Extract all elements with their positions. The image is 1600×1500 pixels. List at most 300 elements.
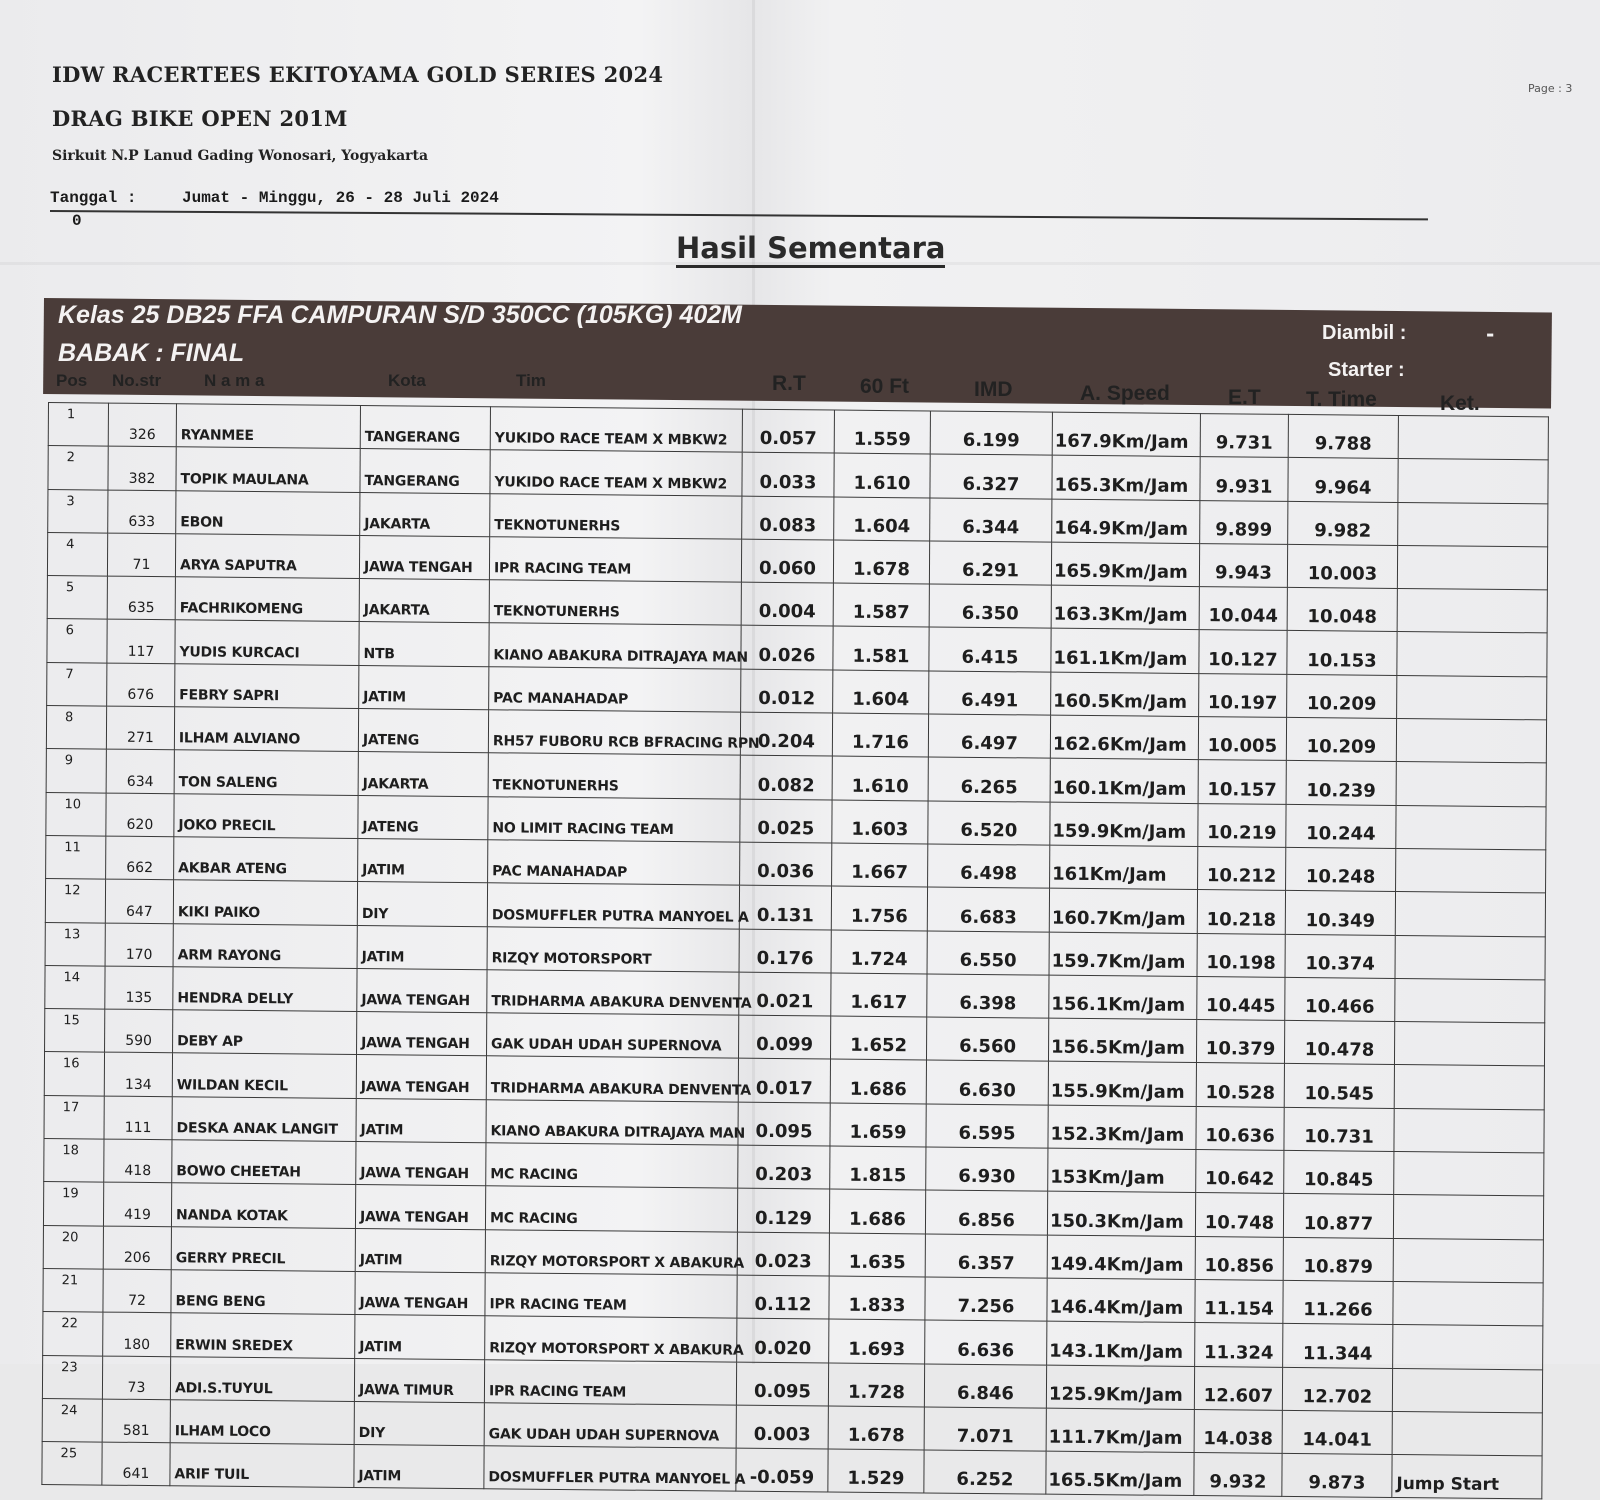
date-label: Tanggal : [50, 189, 137, 207]
cell-kota: TANGERANG [360, 449, 490, 494]
cell-rt: 0.095 [736, 1362, 828, 1406]
cell-imd: 6.357 [925, 1234, 1047, 1278]
cell-no: 382 [108, 446, 176, 490]
cell-ket [1393, 1238, 1543, 1283]
cell-spd: 156.1Km/Jam [1049, 975, 1197, 1020]
cell-tim: TRIDHARMA ABAKURA DENVENTA [486, 1056, 738, 1102]
cell-imd: 6.856 [925, 1190, 1047, 1234]
cell-spd: 160.5Km/Jam [1051, 672, 1199, 717]
cell-spd: 160.1Km/Jam [1050, 759, 1198, 804]
cell-pos: 18 [44, 1139, 104, 1183]
cell-et: 10.044 [1199, 587, 1287, 631]
cell-rt: -0.059 [736, 1448, 828, 1492]
cell-pos: 24 [42, 1398, 102, 1442]
cell-kota: JAWA TENGAH [357, 968, 487, 1013]
results-body [42, 403, 1549, 1500]
cell-ft: 1.603 [832, 800, 928, 844]
cell-no: 72 [103, 1269, 171, 1313]
cell-tt: 12.702 [1282, 1367, 1392, 1411]
cell-tim: IPR RACING TEAM [485, 1273, 737, 1319]
cell-tt: 10.048 [1287, 588, 1397, 632]
cell-tim: PAC MANAHADAP [488, 840, 740, 886]
cell-et: 10.748 [1195, 1193, 1283, 1237]
cell-et: 9.899 [1200, 500, 1288, 544]
header-zero: 0 [72, 212, 82, 230]
cell-ket [1392, 1368, 1542, 1413]
cell-rt: 0.020 [737, 1318, 829, 1362]
cell-rt: 0.023 [737, 1232, 829, 1276]
event-subtitle: DRAG BIKE OPEN 201M [52, 106, 348, 131]
cell-tt: 10.209 [1287, 674, 1397, 718]
cell-ket [1398, 459, 1548, 504]
cell-imd: 6.636 [925, 1320, 1047, 1364]
cell-tt: 10.244 [1286, 804, 1396, 848]
cell-et: 10.157 [1198, 760, 1286, 804]
cell-no: 581 [102, 1399, 170, 1443]
cell-ket [1393, 1281, 1543, 1326]
class-name: Kelas 25 DB25 FFA CAMPURAN S/D 350CC (105KG) 402M [58, 301, 743, 329]
cell-no: 418 [104, 1139, 172, 1183]
cell-nama: ERWIN SREDEX [171, 1313, 355, 1358]
cell-no: 633 [108, 490, 176, 534]
page-number: Page : 3 [1528, 82, 1573, 95]
cell-nama: DESKA ANAK LANGIT [172, 1096, 356, 1141]
column-header: Tim [516, 371, 546, 390]
cell-et: 10.219 [1198, 803, 1286, 847]
cell-tim: KIANO ABAKURA DITRAJAYA MAN [489, 623, 741, 669]
cell-kota: JATIM [354, 1445, 484, 1490]
cell-et: 10.005 [1198, 717, 1286, 761]
cell-ft: 1.686 [829, 1189, 925, 1233]
cell-imd: 6.520 [928, 801, 1050, 845]
cell-spd: 149.4Km/Jam [1047, 1235, 1195, 1280]
cell-no: 620 [106, 793, 174, 837]
cell-spd: 152.3Km/Jam [1048, 1105, 1196, 1150]
cell-tim: RIZQY MOTORSPORT X ABAKURA [485, 1316, 737, 1362]
header-divider [50, 210, 1428, 220]
cell-ket [1397, 632, 1547, 677]
cell-nama: KIKI PAIKO [173, 880, 357, 925]
cell-ket [1398, 415, 1548, 460]
cell-tt: 10.209 [1286, 717, 1396, 761]
cell-ft: 1.815 [830, 1146, 926, 1190]
cell-ket [1396, 762, 1546, 807]
cell-nama: TOPIK MAULANA [176, 447, 360, 492]
cell-spd: 146.4Km/Jam [1047, 1278, 1195, 1323]
cell-ket [1398, 502, 1548, 547]
cell-no: 73 [102, 1356, 170, 1400]
cell-rt: 0.026 [741, 626, 833, 670]
cell-et: 11.324 [1195, 1323, 1283, 1367]
cell-et: 10.379 [1196, 1020, 1284, 1064]
cell-et: 9.932 [1194, 1453, 1282, 1497]
cell-kota: JAWA TIMUR [354, 1358, 484, 1403]
cell-no: 170 [105, 923, 173, 967]
cell-imd: 6.291 [929, 541, 1051, 585]
cell-nama: HENDRA DELLY [173, 967, 357, 1012]
cell-rt: 0.112 [737, 1275, 829, 1319]
cell-imd: 6.415 [929, 627, 1051, 671]
cell-imd: 6.846 [924, 1363, 1046, 1407]
cell-imd: 6.327 [930, 454, 1052, 498]
cell-nama: EBON [176, 490, 360, 535]
cell-tim: GAK UDAH UDAH SUPERNOVA [484, 1403, 736, 1449]
column-header: No.str [112, 371, 162, 390]
cell-ft: 1.693 [829, 1319, 925, 1363]
cell-no: 117 [107, 620, 175, 664]
cell-imd: 6.550 [927, 931, 1049, 975]
cell-ket [1397, 589, 1547, 634]
cell-tt: 10.248 [1286, 847, 1396, 891]
cell-tt: 9.873 [1282, 1454, 1392, 1498]
cell-pos: 15 [45, 1009, 105, 1053]
cell-pos: 8 [46, 706, 106, 750]
cell-tim: TRIDHARMA ABAKURA DENVENTA [487, 970, 739, 1016]
cell-rt: 0.033 [742, 452, 834, 496]
cell-no: 326 [108, 403, 176, 447]
cell-spd: 167.9Km/Jam [1052, 412, 1200, 457]
cell-ft: 1.756 [831, 886, 927, 930]
cell-ket [1396, 805, 1546, 850]
cell-rt: 0.099 [738, 1015, 830, 1059]
cell-tim: IPR RACING TEAM [489, 537, 741, 583]
cell-spd: 111.7Km/Jam [1046, 1408, 1194, 1453]
cell-nama: TON SALENG [174, 750, 358, 795]
cell-tim: TEKNOTUNERHS [490, 493, 742, 539]
cell-tim: TEKNOTUNERHS [488, 753, 740, 799]
cell-ft: 1.716 [832, 713, 928, 757]
cell-tt: 10.003 [1287, 544, 1397, 588]
cell-pos: 25 [42, 1442, 102, 1486]
round-name: BABAK : FINAL [58, 339, 245, 367]
cell-nama: YUDIS KURCACI [175, 620, 359, 665]
cell-no: 662 [106, 836, 174, 880]
column-header: E.T [1228, 386, 1261, 409]
column-header: IMD [974, 378, 1013, 401]
cell-ft: 1.667 [832, 843, 928, 887]
cell-imd: 6.497 [928, 714, 1050, 758]
cell-pos: 11 [46, 835, 106, 879]
cell-spd: 155.9Km/Jam [1048, 1062, 1196, 1107]
cell-pos: 14 [45, 965, 105, 1009]
cell-ft: 1.686 [830, 1059, 926, 1103]
cell-imd: 6.199 [930, 411, 1052, 455]
cell-nama: BENG BENG [171, 1270, 355, 1315]
cell-nama: DEBY AP [173, 1010, 357, 1055]
cell-kota: JAWA TENGAH [356, 1055, 486, 1100]
cell-et: 10.528 [1196, 1063, 1284, 1107]
cell-et: 12.607 [1194, 1366, 1282, 1410]
cell-rt: 0.012 [741, 669, 833, 713]
cell-no: 590 [105, 1009, 173, 1053]
cell-pos: 22 [43, 1312, 103, 1356]
cell-rt: 0.083 [742, 496, 834, 540]
cell-spd: 150.3Km/Jam [1047, 1191, 1195, 1236]
cell-no: 271 [106, 706, 174, 750]
cell-spd: 163.3Km/Jam [1051, 585, 1199, 630]
cell-et: 10.198 [1197, 933, 1285, 977]
cell-kota: JAWA TENGAH [356, 1142, 486, 1187]
cell-ket: Jump Start [1392, 1455, 1542, 1500]
cell-et: 10.218 [1197, 890, 1285, 934]
cell-tt: 11.266 [1283, 1280, 1393, 1324]
cell-kota: JAWA TENGAH [357, 1012, 487, 1057]
cell-ft: 1.581 [833, 627, 929, 671]
cell-kota: DIY [357, 882, 487, 927]
cell-no: 134 [104, 1053, 172, 1097]
cell-imd: 6.252 [924, 1450, 1046, 1494]
cell-tt: 10.153 [1287, 631, 1397, 675]
cell-pos: 2 [48, 446, 108, 490]
column-header: T. Time [1306, 388, 1377, 411]
cell-et: 14.038 [1194, 1409, 1282, 1453]
cell-et: 9.943 [1199, 543, 1287, 587]
cell-spd: 161.1Km/Jam [1051, 629, 1199, 674]
cell-rt: 0.036 [740, 842, 832, 886]
cell-no: 634 [106, 749, 174, 793]
cell-imd: 6.498 [928, 844, 1050, 888]
cell-rt: 0.057 [742, 409, 834, 453]
cell-ket [1394, 1108, 1544, 1153]
column-header: A. Speed [1080, 382, 1170, 405]
cell-kota: JATIM [356, 1098, 486, 1143]
cell-ft: 1.617 [831, 973, 927, 1017]
cell-kota: JAWA TENGAH [359, 535, 489, 580]
cell-no: 635 [107, 576, 175, 620]
cell-pos: 4 [47, 532, 107, 576]
cell-tt: 10.845 [1284, 1150, 1394, 1194]
cell-rt: 0.025 [740, 799, 832, 843]
cell-nama: JOKO PRECIL [174, 793, 358, 838]
cell-ket [1393, 1325, 1543, 1370]
cell-nama: GERRY PRECIL [171, 1226, 355, 1271]
cell-pos: 13 [45, 922, 105, 966]
cell-rt: 0.129 [737, 1189, 829, 1233]
cell-nama: RYANMEE [176, 404, 360, 449]
cell-pos: 1 [48, 403, 108, 447]
cell-ket [1396, 719, 1546, 764]
cell-pos: 10 [46, 792, 106, 836]
cell-pos: 6 [47, 619, 107, 663]
cell-no: 180 [103, 1312, 171, 1356]
cell-spd: 162.6Km/Jam [1050, 715, 1198, 760]
column-header: Ket. [1440, 392, 1480, 415]
cell-kota: JATIM [357, 925, 487, 970]
cell-tim: IPR RACING TEAM [484, 1359, 736, 1405]
cell-ket [1397, 675, 1547, 720]
cell-rt: 0.095 [738, 1102, 830, 1146]
cell-tt: 11.344 [1283, 1324, 1393, 1368]
page-title: Hasil Sementara [676, 232, 945, 268]
cell-no: 111 [104, 1096, 172, 1140]
cell-ft: 1.728 [828, 1363, 924, 1407]
cell-tt: 9.964 [1288, 458, 1398, 502]
cell-imd: 6.265 [928, 757, 1050, 801]
cell-et: 10.636 [1196, 1106, 1284, 1150]
cell-rt: 0.003 [736, 1405, 828, 1449]
cell-et: 10.212 [1198, 847, 1286, 891]
cell-ft: 1.604 [834, 497, 930, 541]
cell-rt: 0.131 [739, 885, 831, 929]
cell-ft: 1.678 [833, 540, 929, 584]
cell-nama: FACHRIKOMENG [175, 577, 359, 622]
cell-rt: 0.204 [740, 712, 832, 756]
cell-nama: ARM RAYONG [173, 923, 357, 968]
cell-kota: JATENG [358, 709, 488, 754]
cell-tim: TEKNOTUNERHS [489, 580, 741, 626]
cell-tim: MC RACING [485, 1186, 737, 1232]
cell-ft: 1.833 [829, 1276, 925, 1320]
cell-et: 9.931 [1200, 457, 1288, 501]
cell-no: 641 [102, 1442, 170, 1486]
cell-nama: NANDA KOTAK [171, 1183, 355, 1228]
cell-tt: 10.374 [1285, 934, 1395, 978]
column-header: R.T [772, 372, 806, 395]
cell-tt: 9.788 [1288, 414, 1398, 458]
cell-ket [1396, 848, 1546, 893]
cell-pos: 12 [45, 879, 105, 923]
cell-tt: 10.731 [1284, 1107, 1394, 1151]
cell-no: 135 [105, 966, 173, 1010]
cell-ft: 1.587 [833, 583, 929, 627]
cell-et: 10.642 [1196, 1150, 1284, 1194]
starter-label: Starter : [1328, 359, 1405, 381]
cell-ket [1394, 1022, 1544, 1067]
cell-tt: 10.877 [1283, 1194, 1393, 1238]
cell-rt: 0.176 [739, 929, 831, 973]
cell-pos: 9 [46, 749, 106, 793]
cell-pos: 20 [43, 1225, 103, 1269]
cell-tim: GAK UDAH UDAH SUPERNOVA [487, 1013, 739, 1059]
cell-imd: 7.256 [925, 1277, 1047, 1321]
event-venue: Sirkuit N.P Lanud Gading Wonosari, Yogyakarta [52, 148, 429, 164]
cell-tt: 14.041 [1282, 1410, 1392, 1454]
cell-tim: NO LIMIT RACING TEAM [488, 796, 740, 842]
cell-kota: DIY [354, 1401, 484, 1446]
cell-spd: 165.5Km/Jam [1046, 1451, 1194, 1496]
cell-rt: 0.017 [738, 1059, 830, 1103]
cell-kota: TANGERANG [360, 405, 490, 450]
cell-rt: 0.082 [740, 756, 832, 800]
cell-tim: RIZQY MOTORSPORT [487, 926, 739, 972]
cell-pos: 5 [47, 576, 107, 620]
cell-tt: 10.349 [1285, 891, 1395, 935]
cell-kota: JAKARTA [358, 752, 488, 797]
cell-spd: 165.9Km/Jam [1051, 542, 1199, 587]
cell-kota: JAKARTA [359, 579, 489, 624]
column-header: 60 Ft [860, 375, 910, 398]
cell-ft: 1.652 [830, 1016, 926, 1060]
cell-ft: 1.610 [834, 453, 930, 497]
cell-pos: 16 [44, 1052, 104, 1096]
cell-ket [1395, 892, 1545, 937]
cell-kota: JAWA TENGAH [355, 1271, 485, 1316]
cell-ket [1392, 1411, 1542, 1456]
cell-spd: 159.7Km/Jam [1049, 932, 1197, 977]
cell-kota: JATENG [358, 795, 488, 840]
cell-ft: 1.604 [833, 670, 929, 714]
column-header: Pos [56, 371, 88, 390]
cell-ket [1395, 978, 1545, 1023]
results-table [41, 402, 1549, 1500]
cell-nama: ADI.S.TUYUL [170, 1356, 354, 1401]
cell-tim: KIANO ABAKURA DITRAJAYA MAN [486, 1099, 738, 1145]
cell-spd: 161Km/Jam [1050, 845, 1198, 890]
cell-no: 419 [103, 1182, 171, 1226]
cell-ket [1395, 935, 1545, 980]
cell-et: 10.856 [1195, 1236, 1283, 1280]
cell-imd: 6.344 [930, 498, 1052, 542]
cell-ket [1397, 545, 1547, 590]
cell-pos: 19 [43, 1182, 103, 1226]
cell-imd: 6.350 [929, 584, 1051, 628]
cell-rt: 0.004 [741, 582, 833, 626]
cell-spd: 159.9Km/Jam [1050, 802, 1198, 847]
cell-ft: 1.635 [829, 1233, 925, 1277]
event-title: IDW RACERTEES EKITOYAMA GOLD SERIES 2024 [52, 62, 664, 87]
cell-ft: 1.659 [830, 1103, 926, 1147]
cell-ket [1393, 1195, 1543, 1240]
cell-imd: 6.560 [926, 1017, 1048, 1061]
cell-tim: MC RACING [486, 1143, 738, 1189]
cell-kota: JAWA TENGAH [355, 1185, 485, 1230]
cell-pos: 23 [42, 1355, 102, 1399]
cell-nama: AKBAR ATENG [174, 837, 358, 882]
diambil-label: Diambil : [1322, 322, 1407, 344]
cell-rt: 0.021 [739, 972, 831, 1016]
cell-tt: 10.879 [1283, 1237, 1393, 1281]
cell-spd: 156.5Km/Jam [1048, 1018, 1196, 1063]
cell-ft: 1.529 [828, 1449, 924, 1493]
date-value: Jumat - Minggu, 26 - 28 Juli 2024 [182, 189, 499, 207]
cell-tt: 10.466 [1285, 977, 1395, 1021]
cell-tim: RH57 FUBORU RCB BFRACING RPN [488, 710, 740, 756]
cell-et: 10.197 [1199, 673, 1287, 717]
cell-nama: FEBRY SAPRI [175, 664, 359, 709]
cell-kota: JATIM [358, 838, 488, 883]
cell-imd: 6.683 [927, 887, 1049, 931]
cell-tim: DOSMUFFLER PUTRA MANYOEL A [487, 883, 739, 929]
cell-ft: 1.610 [832, 756, 928, 800]
cell-tim: PAC MANAHADAP [489, 667, 741, 713]
cell-spd: 153Km/Jam [1048, 1148, 1196, 1193]
cell-imd: 6.595 [926, 1104, 1048, 1148]
cell-imd: 6.930 [926, 1147, 1048, 1191]
cell-kota: JATIM [355, 1315, 485, 1360]
cell-nama: ARIF TUIL [170, 1443, 354, 1488]
cell-kota: JAKARTA [360, 492, 490, 537]
cell-imd: 6.630 [926, 1060, 1048, 1104]
cell-imd: 7.071 [924, 1407, 1046, 1451]
cell-kota: JATIM [359, 665, 489, 710]
cell-spd: 125.9Km/Jam [1046, 1365, 1194, 1410]
cell-spd: 165.3Km/Jam [1052, 455, 1200, 500]
cell-imd: 6.398 [927, 974, 1049, 1018]
cell-et: 9.731 [1200, 414, 1288, 458]
cell-et: 11.154 [1195, 1279, 1283, 1323]
cell-spd: 143.1Km/Jam [1047, 1321, 1195, 1366]
cell-kota: JATIM [355, 1228, 485, 1273]
cell-ket [1394, 1065, 1544, 1110]
column-header: Kota [388, 371, 426, 390]
cell-tt: 10.545 [1284, 1064, 1394, 1108]
diambil-value: - [1486, 322, 1495, 346]
cell-no: 71 [107, 533, 175, 577]
cell-nama: ARYA SAPUTRA [175, 534, 359, 579]
cell-no: 647 [105, 879, 173, 923]
cell-ft: 1.678 [828, 1406, 924, 1450]
cell-ket [1394, 1152, 1544, 1197]
